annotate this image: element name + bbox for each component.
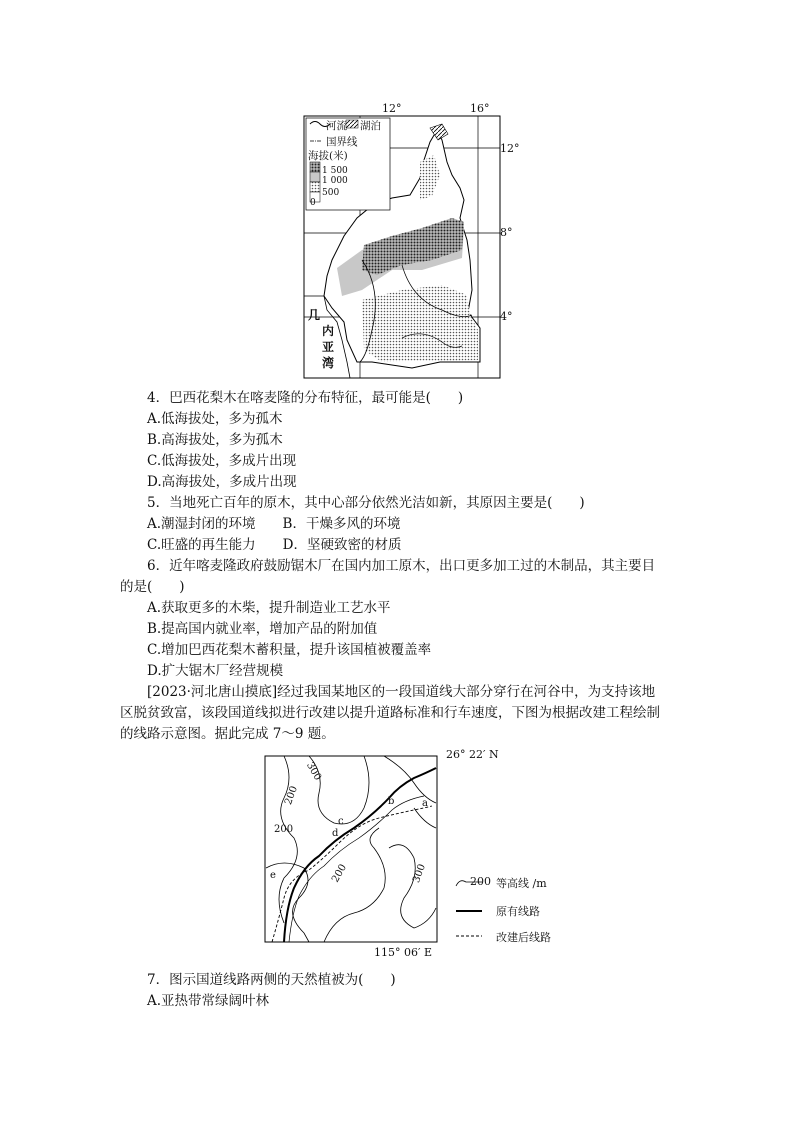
lat-label-12: 12° xyxy=(500,142,520,155)
contour-label-200-south: 200 xyxy=(330,862,350,885)
gulf-label-4: 湾 xyxy=(322,356,335,370)
q5-options-ab: A.潮湿封闭的环境 B．干燥多风的环境 xyxy=(147,516,401,532)
legend-elevation-title: 海拔(米) xyxy=(308,150,348,162)
q4-option-a: A.低海拔处，多为孤木 xyxy=(147,411,283,427)
road-map-graphic xyxy=(264,748,440,944)
passage-line2: 区脱贫致富，该段国道线拟进行改建以提升道路标准和行车速度，下图为根据改建工程绘制 xyxy=(120,705,660,721)
q4-stem: 4．巴西花梨木在喀麦隆的分布特征，最可能是( ) xyxy=(147,390,464,406)
legend-level-0: 0 xyxy=(310,198,316,208)
passage-line3: 的线路示意图。据此完成 7～9 题。 xyxy=(120,726,335,742)
lat-label-4: 4° xyxy=(500,310,513,323)
gulf-label-1: 几 xyxy=(308,308,321,322)
point-a: a xyxy=(422,798,428,809)
q4-option-c: C.低海拔处，多成片出现 xyxy=(147,453,297,469)
q4-option-b: B.高海拔处，多为孤木 xyxy=(147,432,283,448)
gulf-label-3: 亚 xyxy=(322,340,335,354)
gulf-label-2: 内 xyxy=(322,324,335,338)
legend-border: 国界线 xyxy=(326,136,358,148)
q6-option-a: A.获取更多的木柴，提升制造业工艺水平 xyxy=(147,600,391,616)
contour-label-300-east: 300 xyxy=(411,862,428,885)
passage-line1: [2023·河北唐山摸底]经过我国某地区的一段国道线大部分穿行在河谷中，为支持该地 xyxy=(147,684,656,700)
legend-lake: 湖泊 xyxy=(360,120,381,132)
q6-option-b: B.提高国内就业率，增加产品的附加值 xyxy=(147,621,378,637)
cameroon-map xyxy=(302,100,520,380)
legend-contour: 等高线 /m xyxy=(496,877,547,890)
contour-label-300-north: 300 xyxy=(304,760,324,783)
legend-level-500: 500 xyxy=(322,188,340,198)
lon-label: 115° 06′ E xyxy=(374,946,433,959)
legend-rebuilt-route: 改建后线路 xyxy=(496,931,551,944)
point-b: b xyxy=(388,796,395,807)
lat-label: 26° 22′ N xyxy=(446,748,499,761)
legend-original-route: 原有线路 xyxy=(496,905,540,918)
lat-label-8: 8° xyxy=(500,226,513,239)
legend-level-1500: 1 500 xyxy=(322,166,348,176)
point-d: d xyxy=(332,828,339,839)
legend-river: 河流 xyxy=(326,120,347,132)
contour-label-200-west: 200 xyxy=(283,784,300,807)
q6-stem-line1: 6．近年喀麦隆政府鼓励锯木厂在国内加工原木，出口更多加工过的木制品，其主要目 xyxy=(147,558,656,574)
point-c: c xyxy=(338,816,344,827)
q6-stem-line2: 的是( ) xyxy=(120,579,185,595)
q5-options-cd: C.旺盛的再生能力 D．坚硬致密的材质 xyxy=(147,537,402,553)
legend-level-1000: 1 000 xyxy=(322,176,348,186)
q6-option-d: D.扩大锯木厂经营规模 xyxy=(147,663,284,679)
contour-label-200-mid: 200 xyxy=(274,824,294,835)
q5-stem: 5．当地死亡百年的原木，其中心部分依然光洁如新，其原因主要是( ) xyxy=(147,495,585,511)
q6-option-c: C.增加巴西花梨木蓄积量，提升该国植被覆盖率 xyxy=(147,642,432,658)
q7-option-a: A.亚热带常绿阔叶林 xyxy=(147,993,270,1009)
point-e: e xyxy=(270,870,276,881)
lon-label-16: 16° xyxy=(470,102,490,115)
lon-label-12: 12° xyxy=(382,102,402,115)
legend-contour-value: 200 xyxy=(470,875,491,888)
road-map xyxy=(264,748,564,963)
q4-option-d: D.高海拔处，多成片出现 xyxy=(147,474,297,490)
q7-stem: 7．图示国道线路两侧的天然植被为( ) xyxy=(147,972,396,988)
